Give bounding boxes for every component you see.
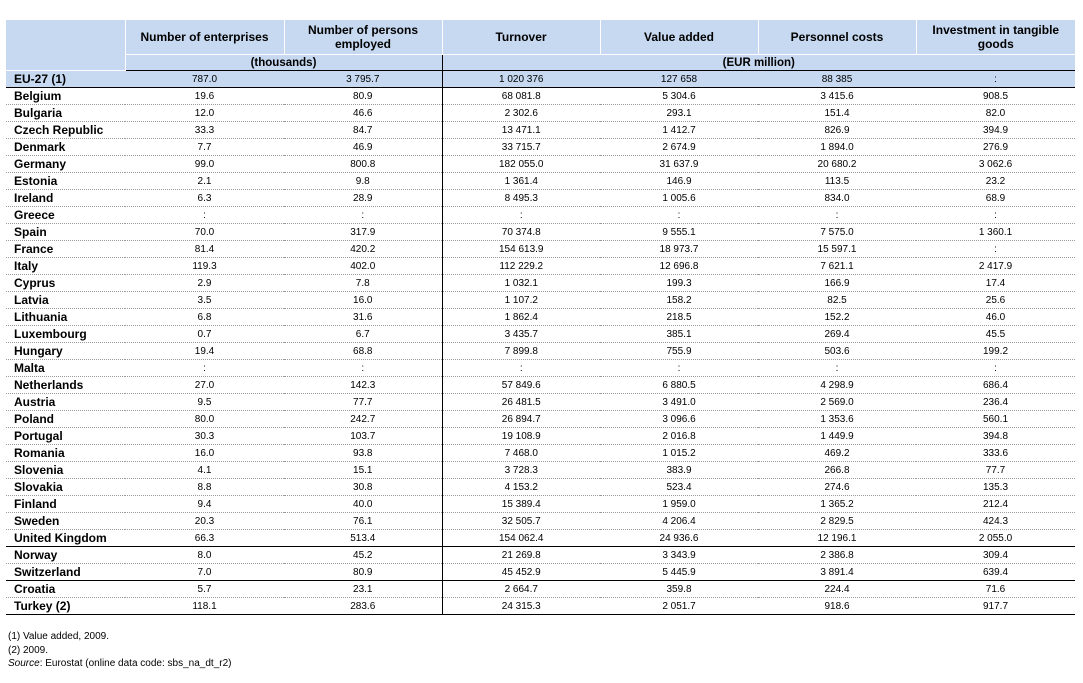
row-country: Greece — [6, 207, 125, 224]
row-country: Switzerland — [6, 564, 125, 581]
row-country: Turkey (2) — [6, 598, 125, 615]
row-value: 93.8 — [284, 445, 442, 462]
row-value: 20 680.2 — [758, 156, 916, 173]
row-value: 45 452.9 — [442, 564, 600, 581]
row-value: 76.1 — [284, 513, 442, 530]
row-value: 68.8 — [284, 343, 442, 360]
row-value: 212.4 — [916, 496, 1075, 513]
row-value: 420.2 — [284, 241, 442, 258]
header-investment: Investment in tangible goods — [916, 20, 1075, 55]
header-enterprises: Number of enterprises — [125, 20, 284, 55]
row-value: 23.1 — [284, 581, 442, 598]
row-value: 6.8 — [125, 309, 284, 326]
row-country: Hungary — [6, 343, 125, 360]
row-value: 16.0 — [125, 445, 284, 462]
row-value: 383.9 — [600, 462, 758, 479]
row-value: 309.4 — [916, 547, 1075, 564]
row-value: 787.0 — [125, 71, 284, 88]
source-text: : Eurostat (online data code: sbs_na_dt_r2) — [39, 658, 232, 669]
row-value: 917.7 — [916, 598, 1075, 615]
row-value: 1 365.2 — [758, 496, 916, 513]
row-value: 17.4 — [916, 275, 1075, 292]
row-value: : — [600, 207, 758, 224]
table-row — [6, 241, 1075, 258]
row-value: 9.5 — [125, 394, 284, 411]
row-value: 154 062.4 — [442, 530, 600, 547]
row-value: 2 674.9 — [600, 139, 758, 156]
row-value: : — [916, 360, 1075, 377]
row-value: 333.6 — [916, 445, 1075, 462]
row-value: 9.8 — [284, 173, 442, 190]
row-value: 1 361.4 — [442, 173, 600, 190]
table-row — [6, 581, 1075, 598]
row-value: 18 973.7 — [600, 241, 758, 258]
row-country: Luxembourg — [6, 326, 125, 343]
row-country: Malta — [6, 360, 125, 377]
table-row — [6, 462, 1075, 479]
row-value: 908.5 — [916, 88, 1075, 105]
row-value: 45.5 — [916, 326, 1075, 343]
row-country: EU-27 (1) — [6, 71, 125, 88]
row-value: 283.6 — [284, 598, 442, 615]
row-value: 2.9 — [125, 275, 284, 292]
row-value: 23.2 — [916, 173, 1075, 190]
row-value: : — [758, 360, 916, 377]
row-country: Croatia — [6, 581, 125, 598]
row-value: : — [600, 360, 758, 377]
row-value: 68 081.8 — [442, 88, 600, 105]
row-value: : — [758, 207, 916, 224]
row-value: 7.0 — [125, 564, 284, 581]
row-value: 80.0 — [125, 411, 284, 428]
table-row — [6, 377, 1075, 394]
row-value: 293.1 — [600, 105, 758, 122]
table-row — [6, 326, 1075, 343]
row-value: 394.9 — [916, 122, 1075, 139]
row-value: 12.0 — [125, 105, 284, 122]
row-value: 1 360.1 — [916, 224, 1075, 241]
row-country: Latvia — [6, 292, 125, 309]
row-country: Sweden — [6, 513, 125, 530]
row-value: 71.6 — [916, 581, 1075, 598]
row-value: 32 505.7 — [442, 513, 600, 530]
table-row — [6, 547, 1075, 564]
row-value: 7 899.8 — [442, 343, 600, 360]
row-value: : — [916, 71, 1075, 88]
row-value: : — [125, 207, 284, 224]
row-value: 560.1 — [916, 411, 1075, 428]
row-value: 7.8 — [284, 275, 442, 292]
row-value: 166.9 — [758, 275, 916, 292]
row-value: 77.7 — [284, 394, 442, 411]
row-value: 3 491.0 — [600, 394, 758, 411]
row-country: Belgium — [6, 88, 125, 105]
row-value: 46.9 — [284, 139, 442, 156]
table-row — [6, 496, 1075, 513]
row-value: 2 569.0 — [758, 394, 916, 411]
row-value: 154 613.9 — [442, 241, 600, 258]
row-value: 19 108.9 — [442, 428, 600, 445]
row-value: 7 621.1 — [758, 258, 916, 275]
row-value: 359.8 — [600, 581, 758, 598]
row-country: Denmark — [6, 139, 125, 156]
row-value: 19.6 — [125, 88, 284, 105]
row-value: 45.2 — [284, 547, 442, 564]
table-row — [6, 105, 1075, 122]
row-value: 3 415.6 — [758, 88, 916, 105]
row-country: Cyprus — [6, 275, 125, 292]
row-country: Estonia — [6, 173, 125, 190]
row-value: 70 374.8 — [442, 224, 600, 241]
row-value: 12 696.8 — [600, 258, 758, 275]
row-value: 269.4 — [758, 326, 916, 343]
row-value: 20.3 — [125, 513, 284, 530]
row-value: 8 495.3 — [442, 190, 600, 207]
row-country: Lithuania — [6, 309, 125, 326]
row-value: 3 096.6 — [600, 411, 758, 428]
row-value: 80.9 — [284, 88, 442, 105]
row-value: 1 015.2 — [600, 445, 758, 462]
table-row — [6, 598, 1075, 615]
row-value: 84.7 — [284, 122, 442, 139]
row-country: United Kingdom — [6, 530, 125, 547]
row-value: 119.3 — [125, 258, 284, 275]
table-row — [6, 309, 1075, 326]
row-value: 266.8 — [758, 462, 916, 479]
row-value: 1 862.4 — [442, 309, 600, 326]
row-country: Norway — [6, 547, 125, 564]
row-value: 40.0 — [284, 496, 442, 513]
row-value: 1 032.1 — [442, 275, 600, 292]
row-value: 24 315.3 — [442, 598, 600, 615]
row-value: 3 891.4 — [758, 564, 916, 581]
row-value: 3.5 — [125, 292, 284, 309]
table-row — [6, 156, 1075, 173]
row-value: 25.6 — [916, 292, 1075, 309]
row-value: 21 269.8 — [442, 547, 600, 564]
row-value: 151.4 — [758, 105, 916, 122]
row-value: 385.1 — [600, 326, 758, 343]
table-row — [6, 71, 1075, 88]
header-personnel-costs: Personnel costs — [758, 20, 916, 55]
footnote-1: (1) Value added, 2009. — [8, 631, 110, 642]
table-row — [6, 479, 1075, 496]
row-value: 513.4 — [284, 530, 442, 547]
row-value: 402.0 — [284, 258, 442, 275]
row-value: 6 880.5 — [600, 377, 758, 394]
row-value: 826.9 — [758, 122, 916, 139]
table-row — [6, 428, 1075, 445]
row-value: : — [284, 207, 442, 224]
source-note — [8, 657, 231, 671]
row-value: 30.8 — [284, 479, 442, 496]
row-country: Italy — [6, 258, 125, 275]
row-value: 394.8 — [916, 428, 1075, 445]
table-row — [6, 445, 1075, 462]
row-country: Germany — [6, 156, 125, 173]
row-value: 469.2 — [758, 445, 916, 462]
row-value: 218.5 — [600, 309, 758, 326]
row-country: Romania — [6, 445, 125, 462]
row-country: Netherlands — [6, 377, 125, 394]
row-country: Ireland — [6, 190, 125, 207]
row-country: Finland — [6, 496, 125, 513]
row-value: : — [442, 207, 600, 224]
row-value: 27.0 — [125, 377, 284, 394]
row-value: 77.7 — [916, 462, 1075, 479]
row-value: 6.7 — [284, 326, 442, 343]
row-value: 7.7 — [125, 139, 284, 156]
row-country: Slovenia — [6, 462, 125, 479]
row-value: 317.9 — [284, 224, 442, 241]
row-value: 70.0 — [125, 224, 284, 241]
row-value: 28.9 — [284, 190, 442, 207]
row-value: 33.3 — [125, 122, 284, 139]
row-country: Austria — [6, 394, 125, 411]
table-row — [6, 411, 1075, 428]
row-value: 276.9 — [916, 139, 1075, 156]
row-value: 199.3 — [600, 275, 758, 292]
row-value: 9.4 — [125, 496, 284, 513]
row-value: 2 016.8 — [600, 428, 758, 445]
row-value: 24 936.6 — [600, 530, 758, 547]
row-value: 1 894.0 — [758, 139, 916, 156]
row-value: 182 055.0 — [442, 156, 600, 173]
row-value: 2.1 — [125, 173, 284, 190]
header-corner — [6, 20, 125, 71]
row-value: 4 153.2 — [442, 479, 600, 496]
row-value: 0.7 — [125, 326, 284, 343]
table-row — [6, 530, 1075, 547]
row-value: 2 417.9 — [916, 258, 1075, 275]
table-body — [6, 71, 1075, 615]
row-value: 2 664.7 — [442, 581, 600, 598]
row-value: : — [125, 360, 284, 377]
table-row — [6, 173, 1075, 190]
table-row — [6, 88, 1075, 105]
row-value: 1 959.0 — [600, 496, 758, 513]
table-row — [6, 513, 1075, 530]
table-row — [6, 292, 1075, 309]
row-value: 46.0 — [916, 309, 1075, 326]
table-row — [6, 122, 1075, 139]
table-row — [6, 564, 1075, 581]
row-value: 31.6 — [284, 309, 442, 326]
row-value: 9 555.1 — [600, 224, 758, 241]
row-value: 274.6 — [758, 479, 916, 496]
row-value: 31 637.9 — [600, 156, 758, 173]
row-value: 3 795.7 — [284, 71, 442, 88]
row-value: 4 206.4 — [600, 513, 758, 530]
row-value: 424.3 — [916, 513, 1075, 530]
unit-eur-million: (EUR million) — [442, 55, 1075, 71]
row-value: 127 658 — [600, 71, 758, 88]
row-value: 3 343.9 — [600, 547, 758, 564]
table-row — [6, 207, 1075, 224]
row-value: 1 005.6 — [600, 190, 758, 207]
unit-thousands: (thousands) — [125, 55, 442, 71]
row-value: : — [916, 241, 1075, 258]
row-value: 1 107.2 — [442, 292, 600, 309]
row-value: 158.2 — [600, 292, 758, 309]
row-value: 26 481.5 — [442, 394, 600, 411]
row-value: 7 468.0 — [442, 445, 600, 462]
row-value: 66.3 — [125, 530, 284, 547]
row-value: 199.2 — [916, 343, 1075, 360]
row-value: 639.4 — [916, 564, 1075, 581]
row-value: 2 055.0 — [916, 530, 1075, 547]
header-value-added: Value added — [600, 20, 758, 55]
row-value: 1 020 376 — [442, 71, 600, 88]
row-value: 755.9 — [600, 343, 758, 360]
footnotes — [8, 630, 231, 671]
row-value: 523.4 — [600, 479, 758, 496]
row-value: 2 386.8 — [758, 547, 916, 564]
row-value: 8.8 — [125, 479, 284, 496]
row-value: 68.9 — [916, 190, 1075, 207]
row-country: Portugal — [6, 428, 125, 445]
row-value: : — [284, 360, 442, 377]
row-value: 26 894.7 — [442, 411, 600, 428]
table-row — [6, 343, 1075, 360]
row-value: 2 302.6 — [442, 105, 600, 122]
row-value: 800.8 — [284, 156, 442, 173]
row-value: 81.4 — [125, 241, 284, 258]
row-value: 918.6 — [758, 598, 916, 615]
row-value: 1 353.6 — [758, 411, 916, 428]
table-row — [6, 258, 1075, 275]
row-value: 686.4 — [916, 377, 1075, 394]
table-row — [6, 360, 1075, 377]
row-value: 3 728.3 — [442, 462, 600, 479]
row-value: 146.9 — [600, 173, 758, 190]
row-value: 103.7 — [284, 428, 442, 445]
row-country: Bulgaria — [6, 105, 125, 122]
data-table — [6, 20, 1075, 615]
row-value: 82.0 — [916, 105, 1075, 122]
row-value: 5 445.9 — [600, 564, 758, 581]
table-row — [6, 224, 1075, 241]
row-value: 19.4 — [125, 343, 284, 360]
row-country: Czech Republic — [6, 122, 125, 139]
row-value: 5 304.6 — [600, 88, 758, 105]
row-value: 3 062.6 — [916, 156, 1075, 173]
row-value: 15.1 — [284, 462, 442, 479]
row-value: : — [916, 207, 1075, 224]
row-value: 113.5 — [758, 173, 916, 190]
row-value: 4.1 — [125, 462, 284, 479]
row-value: 242.7 — [284, 411, 442, 428]
row-value: 834.0 — [758, 190, 916, 207]
row-value: 7 575.0 — [758, 224, 916, 241]
row-value: 2 051.7 — [600, 598, 758, 615]
row-value: 6.3 — [125, 190, 284, 207]
row-value: 135.3 — [916, 479, 1075, 496]
row-value: 15 389.4 — [442, 496, 600, 513]
table-row — [6, 394, 1075, 411]
row-country: Spain — [6, 224, 125, 241]
row-value: 88 385 — [758, 71, 916, 88]
row-value: 3 435.7 — [442, 326, 600, 343]
row-value: 99.0 — [125, 156, 284, 173]
row-value: 224.4 — [758, 581, 916, 598]
row-value: 1 412.7 — [600, 122, 758, 139]
row-value: 118.1 — [125, 598, 284, 615]
row-country: France — [6, 241, 125, 258]
table-row — [6, 139, 1075, 156]
table-row — [6, 275, 1075, 292]
row-value: 46.6 — [284, 105, 442, 122]
header-persons-employed: Number of persons employed — [284, 20, 442, 55]
row-value: 2 829.5 — [758, 513, 916, 530]
row-value: 142.3 — [284, 377, 442, 394]
source-label: Source — [8, 658, 40, 669]
row-value: 30.3 — [125, 428, 284, 445]
row-country: Poland — [6, 411, 125, 428]
row-value: : — [442, 360, 600, 377]
row-value: 8.0 — [125, 547, 284, 564]
row-value: 33 715.7 — [442, 139, 600, 156]
row-value: 1 449.9 — [758, 428, 916, 445]
row-value: 82.5 — [758, 292, 916, 309]
footnote-2: (2) 2009. — [8, 644, 49, 656]
row-value: 15 597.1 — [758, 241, 916, 258]
row-value: 80.9 — [284, 564, 442, 581]
row-value: 503.6 — [758, 343, 916, 360]
table-row — [6, 190, 1075, 207]
row-value: 236.4 — [916, 394, 1075, 411]
row-value: 5.7 — [125, 581, 284, 598]
row-country: Slovakia — [6, 479, 125, 496]
header-turnover: Turnover — [442, 20, 600, 55]
row-value: 13 471.1 — [442, 122, 600, 139]
row-value: 4 298.9 — [758, 377, 916, 394]
row-value: 57 849.6 — [442, 377, 600, 394]
row-value: 12 196.1 — [758, 530, 916, 547]
row-value: 16.0 — [284, 292, 442, 309]
row-value: 112 229.2 — [442, 258, 600, 275]
row-value: 152.2 — [758, 309, 916, 326]
